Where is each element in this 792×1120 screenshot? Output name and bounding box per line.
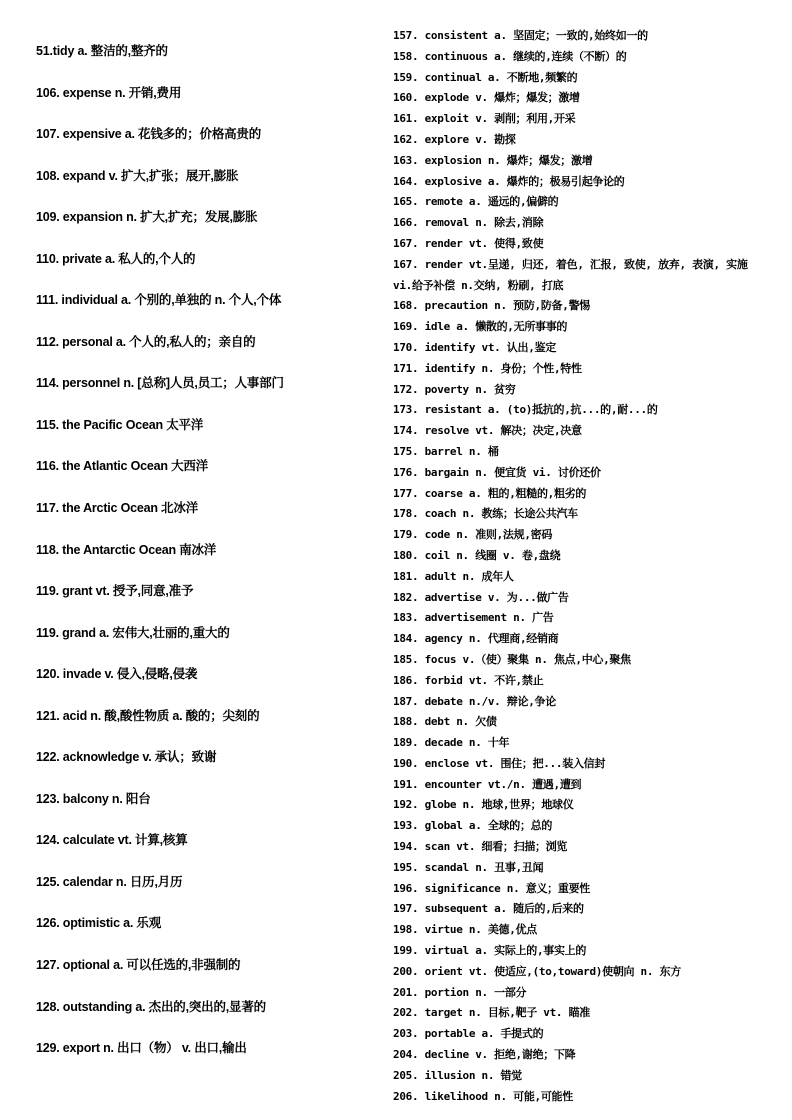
vocab-entry: 165. remote a. 遥远的,偏僻的 (393, 195, 559, 209)
vocab-entry: 118. the Antarctic Ocean 南冰洋 (36, 542, 217, 557)
vocab-entry: 193. global a. 全球的；总的 (393, 819, 553, 833)
vocab-entry: 198. virtue n. 美德,优点 (393, 923, 537, 937)
vocab-entry: 129. export n. 出口（物） v. 出口,输出 (36, 1041, 247, 1056)
vocab-entry: 200. orient vt. 使适应,(to,toward)使朝向 n. 东方 (393, 964, 681, 978)
vocab-entry: 160. explode v. 爆炸；爆发；激增 (393, 91, 580, 105)
vocab-entry: 107. expensive a. 花钱多的；价格高贵的 (36, 127, 262, 142)
vocab-entry: 183. advertisement n. 广告 (393, 611, 554, 625)
vocab-entry: 194. scan vt. 细看；扫描；浏览 (393, 840, 568, 854)
vocab-entry: 201. portion n. 一部分 (393, 985, 527, 999)
vocab-entry: 117. the Arctic Ocean 北冰洋 (36, 501, 198, 516)
vocab-entry: 164. explosive a. 爆炸的；极易引起争论的 (393, 174, 625, 188)
vocab-entry: 51.tidy a. 整洁的,整齐的 (36, 44, 168, 58)
vocab-entry: 179. code n. 准则,法规,密码 (393, 528, 553, 542)
vocab-entry: 106. expense n. 开销,费用 (36, 85, 182, 100)
vocab-entry: 178. coach n. 教练；长途公共汽车 (393, 507, 578, 521)
vocab-entry: 175. barrel n. 桶 (393, 444, 499, 458)
vocab-entry: 204. decline v. 拒绝,谢绝；下降 (393, 1048, 576, 1062)
vocab-entry: 159. continual a. 不断地,频繁的 (393, 70, 578, 84)
vocab-entry: 124. calculate vt. 计算,核算 (36, 833, 188, 848)
vocab-entry: 185. focus v.（使）聚集 n. 焦点,中心,聚焦 (393, 652, 631, 666)
vocab-entry: 158. continuous a. 继续的,连续（不断）的 (393, 49, 627, 63)
vocab-entry: 187. debate n./v. 辩论,争论 (393, 694, 556, 708)
vocab-entry: 166. removal n. 除去,消除 (393, 216, 544, 230)
vocab-entry: 172. poverty n. 贫穷 (393, 382, 516, 396)
vocab-entry: 108. expand v. 扩大,扩张；展开,膨胀 (36, 168, 239, 183)
vocab-entry: 119. grand a. 宏伟大,壮丽的,重大的 (36, 625, 230, 640)
vocab-entry: 122. acknowledge v. 承认；致谢 (36, 750, 217, 765)
vocab-entry: 112. personal a. 个人的,私人的；亲自的 (36, 334, 256, 349)
vocab-entry: 196. significance n. 意义；重要性 (393, 881, 590, 895)
vocab-entry: 180. coil n. 线圈 v. 卷,盘绕 (393, 548, 561, 562)
vocab-entry: 192. globe n. 地球,世界；地球仪 (393, 798, 574, 812)
vocab-entry: 203. portable a. 手提式的 (393, 1027, 544, 1041)
vocab-entry: 120. invade v. 侵入,侵略,侵袭 (36, 667, 198, 682)
vocab-entry: 184. agency n. 代理商,经销商 (393, 632, 559, 646)
vocab-entry: 167. render vt. 使得,致使 (393, 236, 544, 250)
vocab-entry: 188. debt n. 欠债 (393, 715, 497, 729)
vocab-entry: 176. bargain n. 便宜货 vi. 讨价还价 (393, 465, 601, 479)
vocab-entry: 128. outstanding a. 杰出的,突出的,显著的 (36, 999, 266, 1014)
vocab-entry: 202. target n. 目标,靶子 vt. 瞄准 (393, 1006, 590, 1020)
vocab-entry: 182. advertise v. 为...做广告 (393, 590, 569, 604)
vocab-entry: 206. likelihood n. 可能,可能性 (393, 1089, 573, 1103)
vocab-entry: 119. grant vt. 授予,同意,准予 (36, 584, 194, 599)
vocab-entry: 126. optimistic a. 乐观 (36, 916, 162, 931)
vocab-entry: 191. encounter vt./n. 遭遇,遭到 (393, 777, 582, 791)
vocab-entry: 168. precaution n. 预防,防备,警惕 (393, 299, 590, 313)
vocab-entry: 169. idle a. 懒散的,无所事事的 (393, 320, 568, 334)
vocab-entry: 157. consistent a. 坚固定；一致的,始终如一的 (393, 29, 648, 42)
vocab-entry: 123. balcony n. 阳台 (36, 791, 151, 806)
right-vocabulary-column (393, 26, 765, 1107)
vocab-entry: 109. expansion n. 扩大,扩充；发展,膨胀 (36, 210, 258, 225)
vocab-entry: 127. optional a. 可以任选的,非强制的 (36, 958, 241, 973)
vocab-entry: 125. calendar n. 日历,月历 (36, 874, 183, 889)
vocab-entry: 199. virtual a. 实际上的,事实上的 (393, 944, 587, 958)
vocab-entry: 110. private a. 私人的,个人的 (36, 251, 196, 266)
vocab-entry: 111. individual a. 个别的,单独的 n. 个人,个体 (36, 293, 282, 308)
vocab-entry: 116. the Atlantic Ocean 大西洋 (36, 459, 208, 474)
vocab-entry: 114. personnel n. [总称]人员,员工；人事部门 (36, 376, 284, 391)
vocab-entry: 205. illusion n. 错觉 (393, 1068, 522, 1082)
vocab-entry: 190. enclose vt. 围住；把...装入信封 (393, 756, 606, 770)
vocab-entry: 121. acid n. 酸,酸性物质 a. 酸的；尖刻的 (36, 708, 260, 723)
vocab-entry: 197. subsequent a. 随后的,后来的 (393, 902, 584, 916)
vocab-entry: 174. resolve vt. 解决；决定,决意 (393, 424, 582, 438)
vocab-entry: 170. identify vt. 认出,鉴定 (393, 340, 556, 354)
vocab-entry: 161. exploit v. 剥削；利用,开采 (393, 112, 576, 126)
vocab-entry: 162. explore v. 勘探 (393, 132, 516, 146)
vocab-entry: 195. scandal n. 丑事,丑闻 (393, 860, 544, 874)
left-vocabulary-column (36, 38, 381, 1077)
vocab-entry: 171. identify n. 身份；个性,特性 (393, 361, 582, 375)
vocab-entry: 189. decade n. 十年 (393, 736, 510, 750)
vocab-entry: 167. render vt.呈递, 归还, 着色, 汇报, 致使, 放弃, 表演, 实施 vi.给予补偿 n.交纳, 粉刷, 打底 (393, 257, 748, 292)
vocab-entry: 173. resistant a. (to)抵抗的,抗...的,耐...的 (393, 403, 658, 417)
vocab-entry: 163. explosion n. 爆炸；爆发；激增 (393, 153, 593, 167)
vocab-entry: 115. the Pacific Ocean 太平洋 (36, 417, 204, 432)
vocab-entry: 186. forbid vt. 不许,禁止 (393, 673, 544, 687)
vocab-entry: 181. adult n. 成年人 (393, 569, 514, 583)
vocab-entry: 177. coarse a. 粗的,粗糙的,粗劣的 (393, 486, 587, 500)
